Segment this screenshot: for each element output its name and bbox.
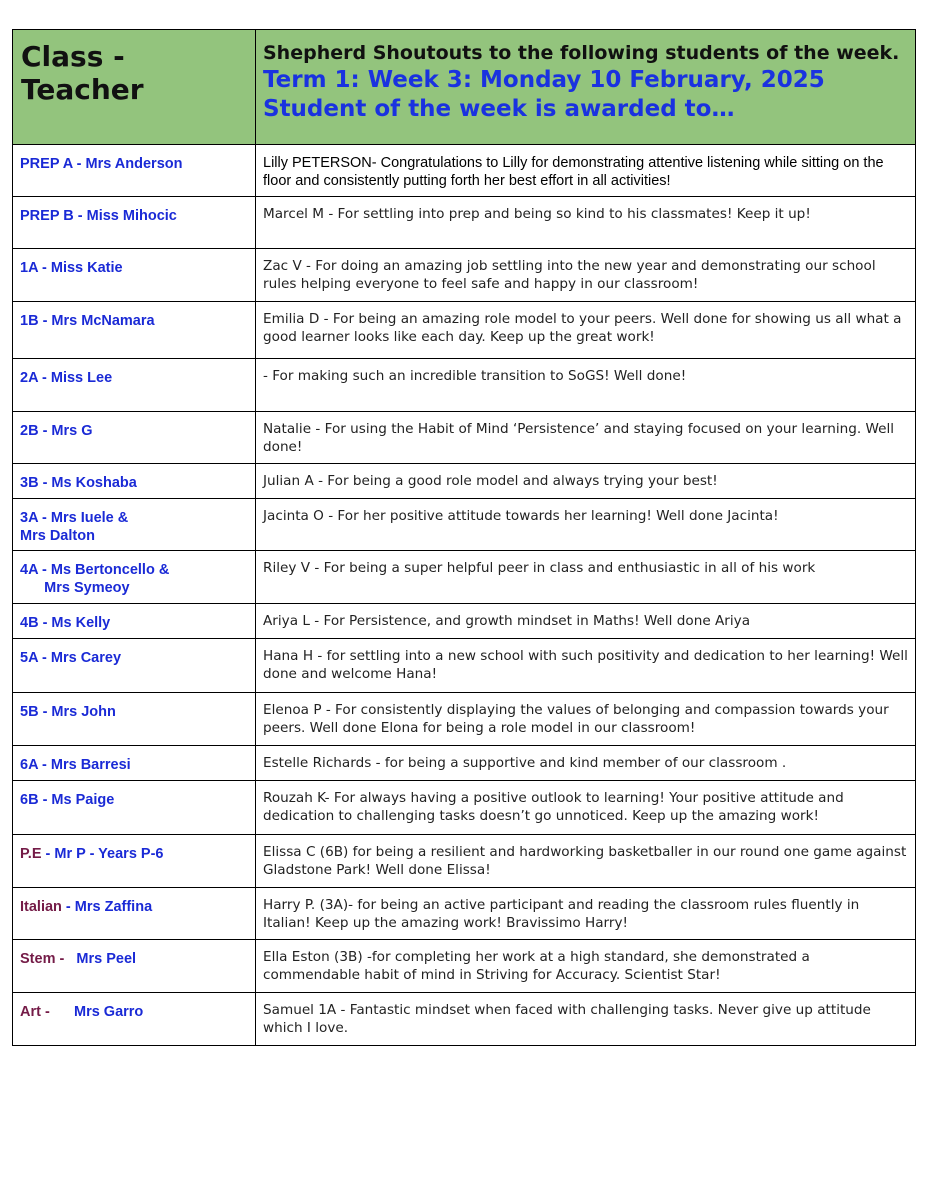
award-message-cell: Jacinta O - For her positive attitude towards her learning! Well done Jacinta! [256,499,916,551]
award-message-cell: Lilly PETERSON- Congratulations to Lilly for demonstrating attentive listening while sitting on the floor and consistently putting forth her best effort in all activities! [256,145,916,197]
awarded-to-subtitle: Student of the week is awarded to… [263,96,735,122]
table-row [13,249,916,302]
table-row [13,359,916,412]
table-row [13,464,916,499]
table-row [13,551,916,604]
specialist-subject: Italian [20,899,62,915]
award-message-cell: - For making such an incredible transition to SoGS! Well done! [256,359,916,412]
specialist-teacher: - Mr P - Years P-6 [41,846,164,862]
title-cell [256,30,916,145]
table-row [13,197,916,249]
table-row [13,993,916,1046]
term-week-date: Term 1: Week 3: Monday 10 February, 2025 [263,67,825,93]
specialist-subject: Stem - [20,951,65,967]
award-message-cell: Natalie - For using the Habit of Mind ‘Persistence’ and staying focused on your learning. Well done! [256,412,916,464]
class-teacher-cell: 1A - Miss Katie [13,249,256,302]
award-message-cell: Riley V - For being a super helpful peer in class and enthusiastic in all of his work [256,551,916,604]
class-teacher-cell: 6A - Mrs Barresi [13,746,256,781]
class-teacher-cell: 5B - Mrs John [13,693,256,746]
class-teacher-cell [13,888,256,940]
award-message-cell: Ella Eston (3B) -for completing her work at a high standard, she demonstrated a commendable habit of mind in Striving for Accuracy. Scientist Star! [256,940,916,993]
award-message-cell: Julian A - For being a good role model and always trying your best! [256,464,916,499]
class-teacher-cell [13,835,256,888]
award-message-cell: Zac V - For doing an amazing job settling into the new year and demonstrating our school rules helping everyone to feel safe and happy in our classroom! [256,249,916,302]
class-teacher-cell [13,940,256,993]
class-teacher-cell: 6B - Ms Paige [13,781,256,835]
table-row [13,781,916,835]
class-teacher-cell [13,993,256,1046]
class-teacher-cell: 2A - Miss Lee [13,359,256,412]
table-row [13,746,916,781]
award-message-cell: Emilia D - For being an amazing role model to your peers. Well done for showing us all what a good learner looks like each day. Keep up the great work! [256,302,916,359]
table-row [13,888,916,940]
table-row [13,604,916,639]
class-teacher-cell: 3B - Ms Koshaba [13,464,256,499]
header-row [13,30,916,145]
award-message-cell: Harry P. (3A)- for being an active participant and reading the classroom rules fluently in Italian! Keep up the amazing work! Bravissimo Harry! [256,888,916,940]
award-message-cell: Ariya L - For Persistence, and growth mindset in Maths! Well done Ariya [256,604,916,639]
table-row [13,145,916,197]
table-row [13,835,916,888]
specialist-subject: Art - [20,1004,50,1020]
award-message-cell: Estelle Richards - for being a supportive and kind member of our classroom . [256,746,916,781]
student-of-the-week-table [12,29,916,1046]
shoutouts-title: Shepherd Shoutouts to the following students of the week. [263,42,900,64]
class-teacher-cell: 5A - Mrs Carey [13,639,256,693]
class-teacher-heading: Class - Teacher [13,30,256,145]
award-message-cell: Samuel 1A - Fantastic mindset when faced with challenging tasks. Never give up attitude which I love. [256,993,916,1046]
table-row [13,499,916,551]
specialist-teacher: - Mrs Zaffina [61,899,153,915]
award-message-cell: Elissa C (6B) for being a resilient and hardworking basketballer in our round one game against Gladstone Park! Well done Elissa! [256,835,916,888]
class-teacher-cell: 3A - Mrs Iuele & Mrs Dalton [13,499,256,551]
class-teacher-cell: PREP A - Mrs Anderson [13,145,256,197]
class-teacher-cell: PREP B - Miss Mihocic [13,197,256,249]
table-row [13,302,916,359]
class-teacher-cell: 4B - Ms Kelly [13,604,256,639]
specialist-teacher: Mrs Garro [49,1004,144,1020]
class-teacher-cell: 1B - Mrs McNamara [13,302,256,359]
table-row [13,412,916,464]
table-row [13,693,916,746]
award-message-cell: Rouzah K- For always having a positive outlook to learning! Your positive attitude and dedication to challenging tasks doesn’t go unnoticed. Keep up the amazing work! [256,781,916,835]
specialist-teacher: Mrs Peel [64,951,137,967]
class-teacher-cell: 4A - Ms Bertoncello & Mrs Symeoy [13,551,256,604]
specialist-subject: P.E [20,846,42,862]
class-teacher-cell: 2B - Mrs G [13,412,256,464]
table-row [13,940,916,993]
table-row [13,639,916,693]
award-message-cell: Marcel M - For settling into prep and being so kind to his classmates! Keep it up! [256,197,916,249]
award-message-cell: Hana H - for settling into a new school with such positivity and dedication to her learning! Well done and welcome Hana! [256,639,916,693]
award-message-cell: Elenoa P - For consistently displaying the values of belonging and compassion towards your peers. Well done Elona for being a role model in our classroom! [256,693,916,746]
